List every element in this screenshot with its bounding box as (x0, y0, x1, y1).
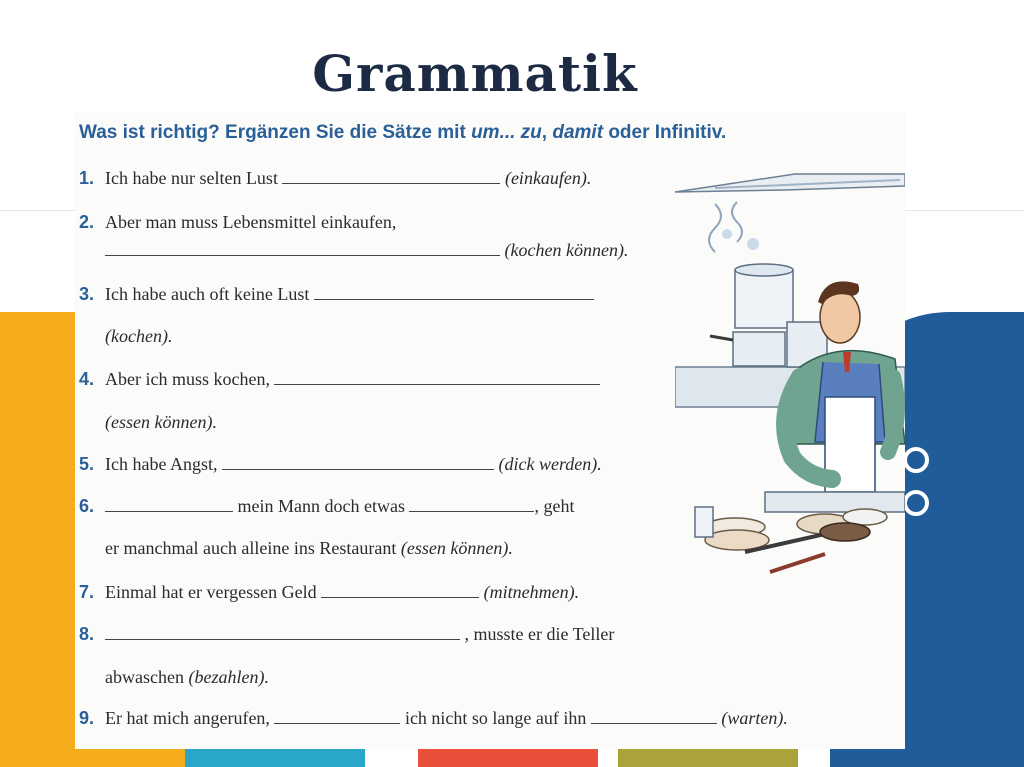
heading-damit: damit (552, 122, 604, 143)
answer-blank[interactable] (314, 285, 594, 300)
item-text: Ich habe auch oft keine Lust (105, 284, 310, 304)
answer-blank[interactable] (282, 169, 500, 184)
item-hint: (mitnehmen). (483, 582, 580, 602)
exercise-item-8-cont (79, 667, 269, 688)
heading-end: oder Infinitiv. (603, 122, 727, 143)
item-text-c: er manchmal auch alleine ins Restaurant (105, 538, 397, 558)
exercise-item-7 (79, 582, 579, 603)
item-text: Er hat mich angerufen, (105, 708, 270, 728)
item-text: Ich habe Angst, (105, 454, 218, 474)
exercise-item-4 (79, 369, 600, 390)
ring-decor-icon (903, 447, 929, 473)
man-washing-dishes-illustration (675, 162, 905, 632)
item-hint: (bezahlen). (188, 667, 269, 687)
item-hint: (kochen). (105, 326, 173, 346)
item-text-b: , geht (534, 496, 575, 516)
answer-blank[interactable] (105, 625, 460, 640)
exercise-item-3-cont (79, 326, 172, 347)
answer-blank[interactable] (222, 455, 494, 470)
answer-blank[interactable] (274, 709, 400, 724)
item-hint: (warten). (721, 708, 788, 728)
item-hint: (einkaufen). (504, 168, 592, 188)
exercise-item-3 (79, 284, 594, 305)
heading-text: Was ist richtig? Ergänzen Sie die Sätze mit (79, 122, 472, 143)
answer-blank[interactable] (321, 583, 479, 598)
item-text: mein Mann doch etwas (237, 496, 405, 516)
answer-blank[interactable] (591, 709, 717, 724)
bottom-bar-olive (618, 749, 798, 767)
item-hint: (kochen können). (504, 240, 629, 260)
item-text-b: ich nicht so lange auf ihn (404, 708, 587, 728)
exercise-item-6 (79, 496, 574, 517)
exercise-item-8 (79, 624, 614, 645)
item-number: 3. (79, 284, 95, 304)
item-number: 1. (79, 168, 95, 188)
item-number: 9. (79, 708, 95, 728)
exercise-item-5 (79, 454, 602, 475)
item-number: 8. (79, 624, 95, 644)
answer-blank[interactable] (105, 497, 233, 512)
heading-um-zu: um... zu (471, 122, 542, 143)
item-hint: (essen können). (400, 538, 513, 558)
worksheet (75, 112, 905, 749)
item-text: Aber ich muss kochen, (105, 369, 270, 389)
answer-blank[interactable] (274, 370, 600, 385)
item-hint: (dick werden). (498, 454, 602, 474)
item-text: Einmal hat er vergessen Geld (105, 582, 317, 602)
exercise-item-1 (79, 168, 591, 189)
item-number: 4. (79, 369, 95, 389)
heading-sep: , (541, 122, 553, 143)
exercise-item-2-cont (79, 240, 628, 261)
exercise-item-9 (79, 708, 788, 729)
item-hint: (essen können). (105, 412, 217, 432)
worksheet-heading (79, 122, 726, 144)
bottom-bar-cyan (185, 749, 365, 767)
item-number: 7. (79, 582, 95, 602)
answer-blank[interactable] (105, 241, 500, 256)
item-number: 5. (79, 454, 95, 474)
exercise-item-6-cont (79, 538, 513, 559)
slide-title: Grammatik (312, 44, 638, 103)
item-text-c: abwaschen (105, 667, 184, 687)
item-text: Ich habe nur selten Lust (105, 168, 278, 188)
ring-decor-icon (903, 490, 929, 516)
item-number: 6. (79, 496, 95, 516)
exercise-item-2 (79, 212, 396, 233)
exercise-item-4-cont (79, 412, 217, 433)
bottom-bar-red (418, 749, 598, 767)
item-text: , musste er die Teller (464, 624, 615, 644)
item-text: Aber man muss Lebensmittel einkaufen, (105, 212, 397, 232)
item-number: 2. (79, 212, 95, 232)
answer-blank[interactable] (409, 497, 534, 512)
